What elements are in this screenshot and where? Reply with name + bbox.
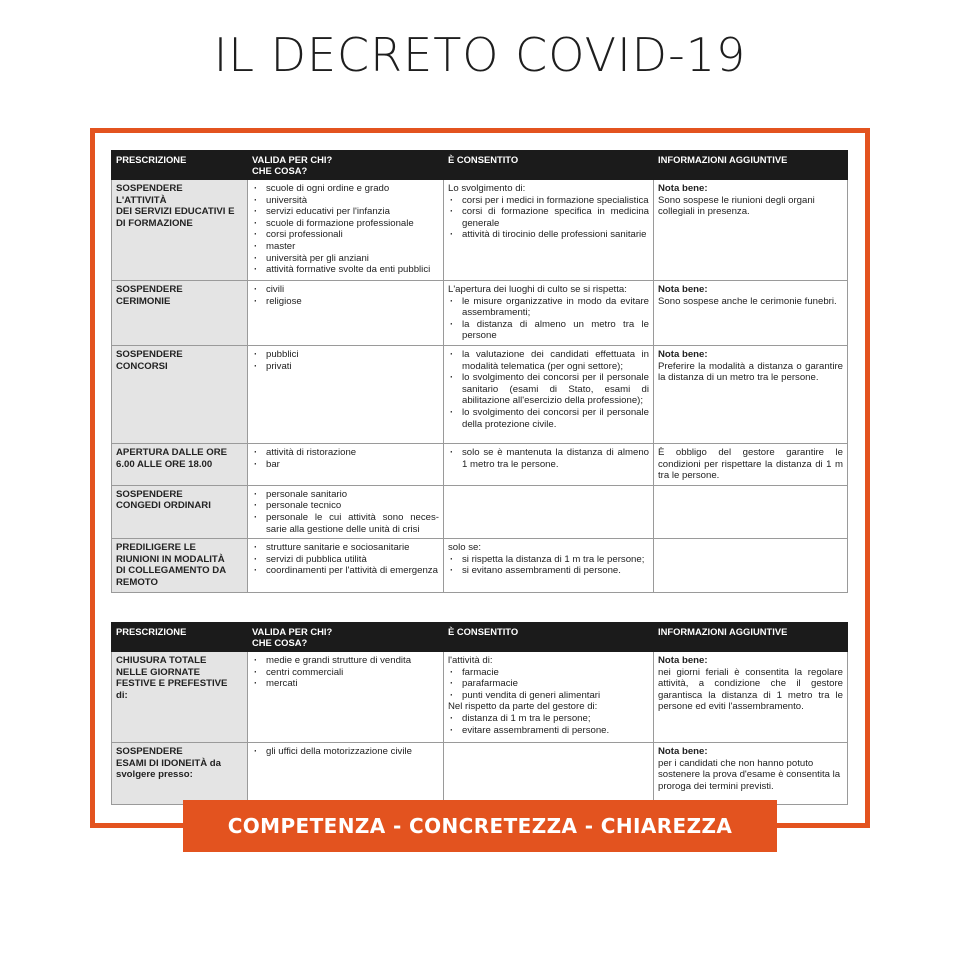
prescription-cell: SOSPENDERE CERIMONIE [112,281,248,346]
list-item: · strutture sanitarie e sociosanitarie [252,542,439,554]
info-cell: Nota bene: nei giorni feriali è consentita la regolare attività, a condizione che il gestore garantisca la distanza di 1 metro tra le persone ed eviti l'assembramento. [654,652,848,743]
header-valida: VALIDA PER CHI? CHE COSA? [248,623,444,652]
table-header-row [112,151,848,180]
list-item: · scuole di formazione professionale [252,218,439,230]
consentito-cell [444,743,654,805]
list-item: · personale tecnico [252,500,439,512]
list-item: · si evitano assembramenti di persone. [448,565,649,577]
list-item: · corsi professionali [252,229,439,241]
header-valida: VALIDA PER CHI? CHE COSA? [248,151,444,180]
consentito-cell: l'attività di: · farmacie · parafarmacie · punti vendita di generi alimentari Nel rispetto da parte del gestore di: · distanza di 1 m tra le persone; · evitare assembramenti di persone. [444,652,654,743]
slogan-banner: COMPETENZA - CONCRETEZZA - CHIAREZZA [183,800,777,852]
prescription-cell: PREDILIGERE LE RIUNIONI IN MODALITÀ DI COLLEGAMENTO DA REMOTO [112,539,248,592]
info-cell: Nota bene: Sono sospese anche le cerimonie funebri. [654,281,848,346]
list-item: · centri commerciali [252,667,439,679]
consentito-cell [444,485,654,538]
list-item: · corsi di formazione specifica in medicina generale [448,206,649,229]
valida-cell [248,652,444,743]
table-header-row [112,623,848,652]
list-item: · medie e grandi strutture di vendita [252,655,439,667]
header-prescrizione: PRESCRIZIONE [112,151,248,180]
table-row [112,281,848,346]
header-consentito: È CONSENTITO [444,151,654,180]
list-item: · bar [252,459,439,471]
table-row [112,539,848,592]
prescription-cell: CHIUSURA TOTALE NELLE GIORNATE FESTIVE E PREFESTIVE di: [112,652,248,743]
list-item: · religiose [252,296,439,308]
consentito-cell: solo se: · si rispetta la distanza di 1 m tra le persone; · si evitano assembramenti di persone. [444,539,654,592]
consentito-cell: L'apertura dei luoghi di culto se si rispetta: · le misure organizzative in modo da evitare assembramenti; · la distanza di almeno un metro tra le persone [444,281,654,346]
info-cell: È obbligo del gestore garantire le condizioni per rispettare la distanza di 1 m tra le persone. [654,443,848,485]
info-cell [654,539,848,592]
list-item: · attività di ristorazione [252,447,439,459]
list-item: · università [252,195,439,207]
info-cell: Nota bene: Preferire la modalità a distanza o garantire la distanza di un metro tra le persone. [654,345,848,443]
table-row [112,345,848,443]
list-item: · personale le cui attività sono neces-sarie alla gestione delle unità di crisi [252,512,439,535]
header-info: INFORMAZIONI AGGIUNTIVE [654,623,848,652]
consentito-cell: Lo svolgimento di: · corsi per i medici in formazione specialistica · corsi di formazione specifica in medicina generale · attività di tirocinio delle professioni sanitarie [444,180,654,281]
valida-cell [248,443,444,485]
list-item: · servizi educativi per l'infanzia [252,206,439,218]
list-item: · punti vendita di generi alimentari [448,690,649,702]
valida-cell [248,743,444,805]
valida-cell [248,180,444,281]
prescription-cell: SOSPENDERE L'ATTIVITÀ DEI SERVIZI EDUCATIVI E DI FORMAZIONE [112,180,248,281]
header-consentito: È CONSENTITO [444,623,654,652]
table-row [112,743,848,805]
list-item: · la valutazione dei candidati effettuata in modalità telematica (per ogni settore); [448,349,649,372]
list-item: · pubblici [252,349,439,361]
prescription-cell: SOSPENDERE CONCORSI [112,345,248,443]
prescription-cell: SOSPENDERE ESAMI DI IDONEITÀ da svolgere presso: [112,743,248,805]
list-item: · evitare assembramenti di persone. [448,725,649,737]
list-item: · lo svolgimento dei concorsi per il personale sanitario (esami di Stato, esami di abilitazione all'esercizio della professione); [448,372,649,407]
list-item: · solo se è mantenuta la distanza di almeno 1 metro tra le persone. [448,447,649,470]
list-item: · attività formative svolte da enti pubblici [252,264,439,276]
list-item: · civili [252,284,439,296]
list-item: · università per gli anziani [252,253,439,265]
info-cell: Nota bene: per i candidati che non hanno potuto sostenere la prova d'esame è consentita la proroga dei termini previsti. [654,743,848,805]
header-prescrizione: PRESCRIZIONE [112,623,248,652]
list-item: · servizi di pubblica utilità [252,554,439,566]
header-info: INFORMAZIONI AGGIUNTIVE [654,151,848,180]
prescription-cell: SOSPENDERE CONGEDI ORDINARI [112,485,248,538]
info-cell [654,485,848,538]
consentito-cell [444,345,654,443]
list-item: · gli uffici della motorizzazione civile [252,746,439,758]
prescription-cell: APERTURA DALLE ORE 6.00 ALLE ORE 18.00 [112,443,248,485]
table-row [112,443,848,485]
list-item: · attività di tirocinio delle professioni sanitarie [448,229,649,241]
list-item: · scuole di ogni ordine e grado [252,183,439,195]
table-row [112,652,848,743]
table-row [112,180,848,281]
list-item: · farmacie [448,667,649,679]
list-item: · parafarmacie [448,678,649,690]
list-item: · le misure organizzative in modo da evitare assembramenti; [448,296,649,319]
valida-cell [248,345,444,443]
consentito-cell [444,443,654,485]
list-item: · corsi per i medici in formazione specialistica [448,195,649,207]
list-item: · master [252,241,439,253]
list-item: · lo svolgimento dei concorsi per il personale della protezione civile. [448,407,649,430]
list-item: · la distanza di almeno un metro tra le persone [448,319,649,342]
list-item: · si rispetta la distanza di 1 m tra le persone; [448,554,649,566]
list-item: · distanza di 1 m tra le persone; [448,713,649,725]
prescriptions-table-1 [111,150,848,593]
list-item: · mercati [252,678,439,690]
list-item: · privati [252,361,439,373]
prescriptions-table-2 [111,622,848,805]
valida-cell [248,281,444,346]
valida-cell [248,539,444,592]
list-item: · personale sanitario [252,489,439,501]
table-row [112,485,848,538]
list-item: · coordinamenti per l'attività di emergenza [252,565,439,577]
info-cell: Nota bene: Sono sospese le riunioni degli organi collegiali in presenza. [654,180,848,281]
page-title: IL DECRETO COVID-19 [213,28,747,82]
valida-cell [248,485,444,538]
